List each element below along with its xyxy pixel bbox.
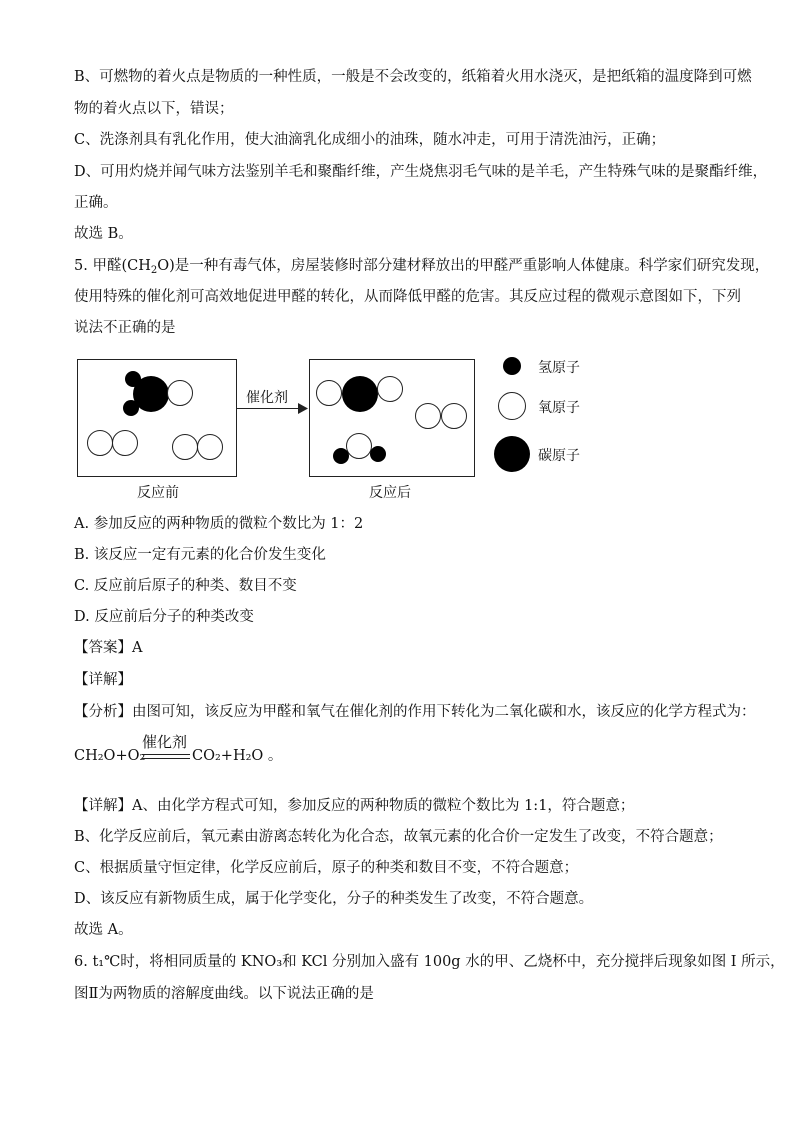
q5-option-d: D. 反应前后分子的种类改变 (74, 609, 254, 625)
legend-oxygen-label: 氧原子 (538, 400, 580, 416)
before-label: 反应前 (137, 485, 179, 501)
after-reaction-box (309, 359, 475, 477)
after-label: 反应后 (369, 485, 411, 501)
hydrogen-atom (333, 448, 349, 464)
legend-hydrogen-label: 氢原子 (538, 360, 580, 376)
hydrogen-atom (123, 400, 139, 416)
arrow-catalyst-label: 催化剂 (246, 390, 288, 406)
q5-analysis: 【分析】由图可知，该反应为甲醛和氧气在催化剂的作用下转化为二氧化碳和水，该反应的化学方程式为： (74, 704, 756, 720)
reaction-arrow (236, 408, 302, 409)
q5-option-a: A. 参加反应的两种物质的微粒个数比为 1：2 (74, 516, 364, 532)
q5-detail-d: D、该反应有新物质生成，属于化学变化，分子的种类发生了改变，不符合题意。 (74, 891, 594, 907)
oxygen-atom (346, 433, 372, 459)
q5-answer: 【答案】A (74, 640, 143, 656)
q5-stem-line2: 使用特殊的催化剂可高效地促进甲醛的转化，从而降低甲醛的危害。其反应过程的微观示意图如下，下列 (74, 289, 741, 305)
q4-option-b-line1: B、可燃物的着火点是物质的一种性质，一般是不会改变的，纸箱着火用水浇灭，是把纸箱的温度降到可燃 (74, 69, 752, 85)
equation-rhs: CO₂+H₂O 。 (192, 748, 283, 764)
q4-option-c: C、洗涤剂具有乳化作用，使大油滴乳化成细小的油珠，随水冲走，可用于清洗油污，正确； (74, 132, 666, 148)
legend-hydrogen-icon (503, 357, 521, 375)
oxygen-atom (112, 430, 138, 456)
before-reaction-box (77, 359, 237, 477)
q5-detail-b: B、化学反应前后，氧元素由游离态转化为化合态，故氧元素的化合价一定发生了改变，不符合题意； (74, 829, 723, 845)
oxygen-atom (172, 434, 198, 460)
oxygen-atom (316, 380, 342, 406)
oxygen-atom (87, 430, 113, 456)
q4-option-d-line2: 正确。 (74, 195, 118, 211)
oxygen-atom (167, 380, 193, 406)
carbon-atom (342, 376, 378, 412)
legend-oxygen-icon (498, 392, 526, 420)
legend-carbon-label: 碳原子 (538, 448, 580, 464)
equation-catalyst: 催化剂 (142, 733, 188, 751)
equation-lhs: CH₂O+O₂ (74, 748, 146, 764)
arrow-head-icon (298, 403, 308, 414)
q6-stem-line1: 6. t₁℃时，将相同质量的 KNO₃和 KCl 分别加入盛有 100g 水的甲、乙烧杯中，充分搅拌后现象如图 I 所示， (74, 954, 785, 970)
q4-option-d-line1: D、可用灼烧并闻气味方法鉴别羊毛和聚酯纤维，产生烧焦羽毛气味的是羊毛，产生特殊气味的是聚酯纤维， (74, 164, 768, 180)
oxygen-atom (415, 403, 441, 429)
q5-choice: 故选 A。 (74, 922, 133, 938)
hydrogen-atom (370, 446, 386, 462)
q4-option-b-line2: 物的着火点以下，错误； (74, 101, 234, 117)
equation-double-line (142, 754, 190, 759)
q5-detail-a: 【详解】A、由化学方程式可知，参加反应的两种物质的微粒个数比为 1:1，符合题意； (74, 798, 635, 814)
q5-stem-line3: 说法不正确的是 (74, 320, 176, 336)
q5-detail-heading: 【详解】 (74, 672, 132, 688)
oxygen-atom (377, 376, 403, 402)
legend-carbon-icon (494, 436, 530, 472)
q5-option-b: B. 该反应一定有元素的化合价发生变化 (74, 547, 326, 563)
q4-choice: 故选 B。 (74, 226, 133, 242)
oxygen-atom (197, 434, 223, 460)
q5-option-c: C. 反应前后原子的种类、数目不变 (74, 578, 297, 594)
q6-stem-line2: 图Ⅱ为两物质的溶解度曲线。以下说法正确的是 (74, 986, 374, 1002)
q5-stem-line1: 5. 甲醛$(CH_2O)$是一种有毒气体，房屋装修时部分建材释放出的甲醛严重影响人体健康。科学家们研究发现， (74, 258, 770, 276)
oxygen-atom (441, 403, 467, 429)
q5-detail-c: C、根据质量守恒定律，化学反应前后，原子的种类和数目不变，不符合题意； (74, 860, 579, 876)
